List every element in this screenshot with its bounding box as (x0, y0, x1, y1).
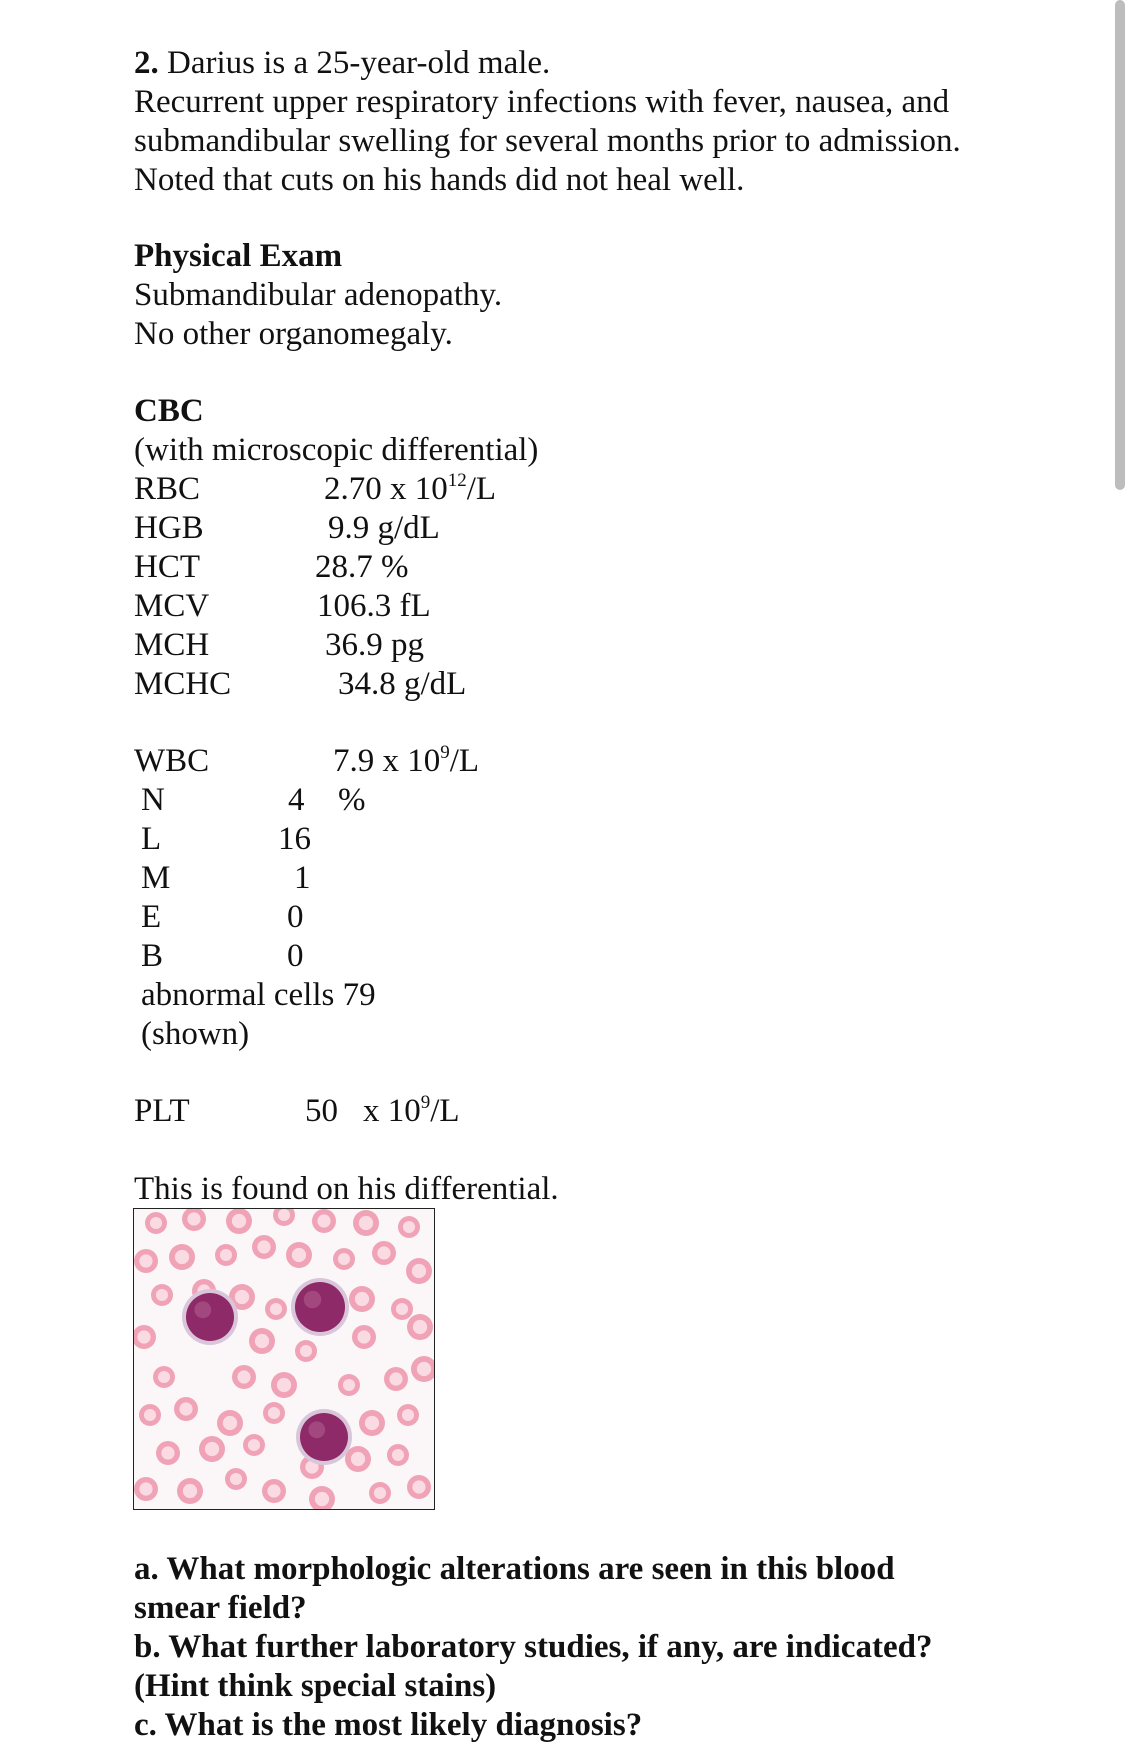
red-blood-cell-pallor (257, 1240, 270, 1253)
diff-label-n: N (141, 782, 165, 818)
physical-exam-line-1: Submandibular adenopathy. (134, 277, 503, 313)
red-blood-cell-pallor (270, 1303, 282, 1315)
question-b-line-2: (Hint think special stains) (134, 1668, 497, 1704)
cbc-label-mch: MCH (134, 627, 210, 663)
diff-value-l: 16 (278, 821, 311, 857)
question-b-line-1: b. What further laboratory studies, if any, are indicated? (134, 1629, 933, 1665)
red-blood-cell-pallor (183, 1484, 197, 1498)
wbc-value: 7.9 x $10^9/L$ (333, 742, 480, 779)
red-blood-cell-pallor (338, 1253, 350, 1265)
cbc-label-rbc: RBC (134, 471, 201, 507)
cbc-value-mcv: 106.3 fL (317, 588, 431, 624)
red-blood-cell-pallor (255, 1334, 269, 1348)
diff-unit-n: % (338, 782, 366, 818)
red-blood-cell-pallor (268, 1407, 280, 1419)
diff-label-l: L (141, 821, 162, 857)
question-c-line-1: c. What is the most likely diagnosis? (134, 1707, 643, 1743)
red-blood-cell-pallor (389, 1372, 402, 1385)
diff-value-m: 1 (294, 860, 311, 896)
case-intro-text: Darius is a 25-year-old male. (158, 45, 551, 81)
red-blood-cell-pallor (223, 1416, 237, 1430)
blood-smear-image (133, 1208, 435, 1510)
diff-value-b: 0 (287, 938, 304, 974)
red-blood-cell-pallor (357, 1330, 370, 1343)
red-blood-cell-pallor (278, 1209, 290, 1221)
red-blood-cell-pallor (355, 1292, 369, 1306)
cbc-value-mch: 36.9 pg (325, 627, 424, 663)
diff-value-e: 0 (287, 899, 304, 935)
red-blood-cell-pallor (139, 1482, 152, 1495)
red-blood-cell-pallor (144, 1409, 156, 1421)
plt-label: PLT (134, 1093, 190, 1129)
red-blood-cell-pallor (150, 1217, 162, 1229)
blood-smear-drawing (134, 1209, 434, 1509)
cbc-value-mchc: 34.8 g/dL (338, 666, 467, 702)
red-blood-cell-pallor (300, 1345, 312, 1357)
red-blood-cell-pallor (248, 1439, 260, 1451)
scrollbar-thumb[interactable] (1115, 0, 1125, 490)
red-blood-cell-pallor (412, 1264, 426, 1278)
cbc-value-hct: 28.7 % (315, 549, 409, 585)
diff-label-m: M (141, 860, 171, 896)
red-blood-cell-pallor (205, 1442, 219, 1456)
red-blood-cell-pallor (417, 1362, 431, 1376)
case-intro (134, 44, 550, 83)
physical-exam-heading: Physical Exam (134, 238, 343, 274)
abnormal-cells-shown: (shown) (141, 1016, 250, 1052)
red-blood-cell-pallor (292, 1248, 306, 1262)
cbc-label-hct: HCT (134, 549, 200, 585)
red-blood-cell-pallor (156, 1289, 168, 1301)
blast-cell-nucleus (186, 1293, 234, 1341)
red-blood-cell-pallor (374, 1487, 386, 1499)
blast-cell-nucleus (295, 1282, 345, 1332)
red-blood-cell-pallor (139, 1254, 152, 1267)
cbc-value-rbc: 2.70 x $10^{12}/L$ (324, 470, 497, 507)
red-blood-cell-pallor (402, 1409, 414, 1421)
abnormal-cells-line: abnormal cells 79 (141, 977, 376, 1013)
plt-value: 50 (305, 1093, 338, 1129)
red-blood-cell-pallor (403, 1221, 415, 1233)
red-blood-cell-pallor (392, 1449, 404, 1461)
question-a-line-2: smear field? (134, 1590, 307, 1626)
history-line-3: Noted that cuts on his hands did not heal well. (134, 162, 745, 198)
blast-cell-nucleus (300, 1413, 348, 1461)
cbc-value-hgb: 9.9 g/dL (328, 510, 440, 546)
red-blood-cell-pallor (232, 1214, 246, 1228)
red-blood-cell-pallor (161, 1446, 174, 1459)
red-blood-cell-pallor (317, 1214, 330, 1227)
red-blood-cell-pallor (413, 1320, 427, 1334)
cbc-label-mcv: MCV (134, 588, 210, 624)
red-blood-cell-pallor (237, 1370, 250, 1383)
red-blood-cell-pallor (277, 1378, 291, 1392)
red-blood-cell-pallor (351, 1452, 365, 1466)
red-blood-cell-pallor (365, 1416, 379, 1430)
wbc-label: WBC (134, 743, 210, 779)
history-line-2: submandibular swelling for several months prior to admission. (134, 123, 961, 159)
red-blood-cell-pallor (158, 1371, 170, 1383)
red-blood-cell-pallor (179, 1402, 192, 1415)
red-blood-cell-pallor (220, 1249, 232, 1261)
red-blood-cell-pallor (377, 1246, 390, 1259)
red-blood-cell-pallor (315, 1492, 329, 1506)
plt-unit: x $10^9/L$ (363, 1092, 460, 1129)
blast-cell-nucleolus (308, 1421, 325, 1438)
history-line-1: Recurrent upper respiratory infections with fever, nausea, and (134, 84, 950, 120)
red-blood-cell-pallor (175, 1250, 189, 1264)
diff-label-e: E (141, 899, 162, 935)
red-blood-cell-pallor (412, 1480, 425, 1493)
red-blood-cell-pallor (343, 1379, 355, 1391)
diff-value-n: 4 (288, 782, 305, 818)
cbc-heading: CBC (134, 393, 204, 429)
red-blood-cell-pallor (137, 1330, 150, 1343)
physical-exam-line-2: No other organomegaly. (134, 316, 453, 352)
cbc-label-hgb: HGB (134, 510, 204, 546)
blast-cell-nucleolus (304, 1291, 322, 1309)
red-blood-cell-pallor (187, 1212, 200, 1225)
cbc-label-mchc: MCHC (134, 666, 232, 702)
diff-label-b: B (141, 938, 164, 974)
red-blood-cell-pallor (235, 1290, 249, 1304)
red-blood-cell-pallor (230, 1473, 242, 1485)
red-blood-cell-pallor (396, 1303, 408, 1315)
red-blood-cell-pallor (359, 1216, 373, 1230)
question-a-line-1: a. What morphologic alterations are seen in this blood (134, 1551, 895, 1587)
red-blood-cell-pallor (267, 1484, 280, 1497)
cbc-subheading: (with microscopic differential) (134, 432, 539, 468)
case-number: 2. (134, 45, 159, 81)
blast-cell-nucleolus (194, 1301, 211, 1318)
differential-caption: This is found on his differential. (134, 1171, 559, 1207)
